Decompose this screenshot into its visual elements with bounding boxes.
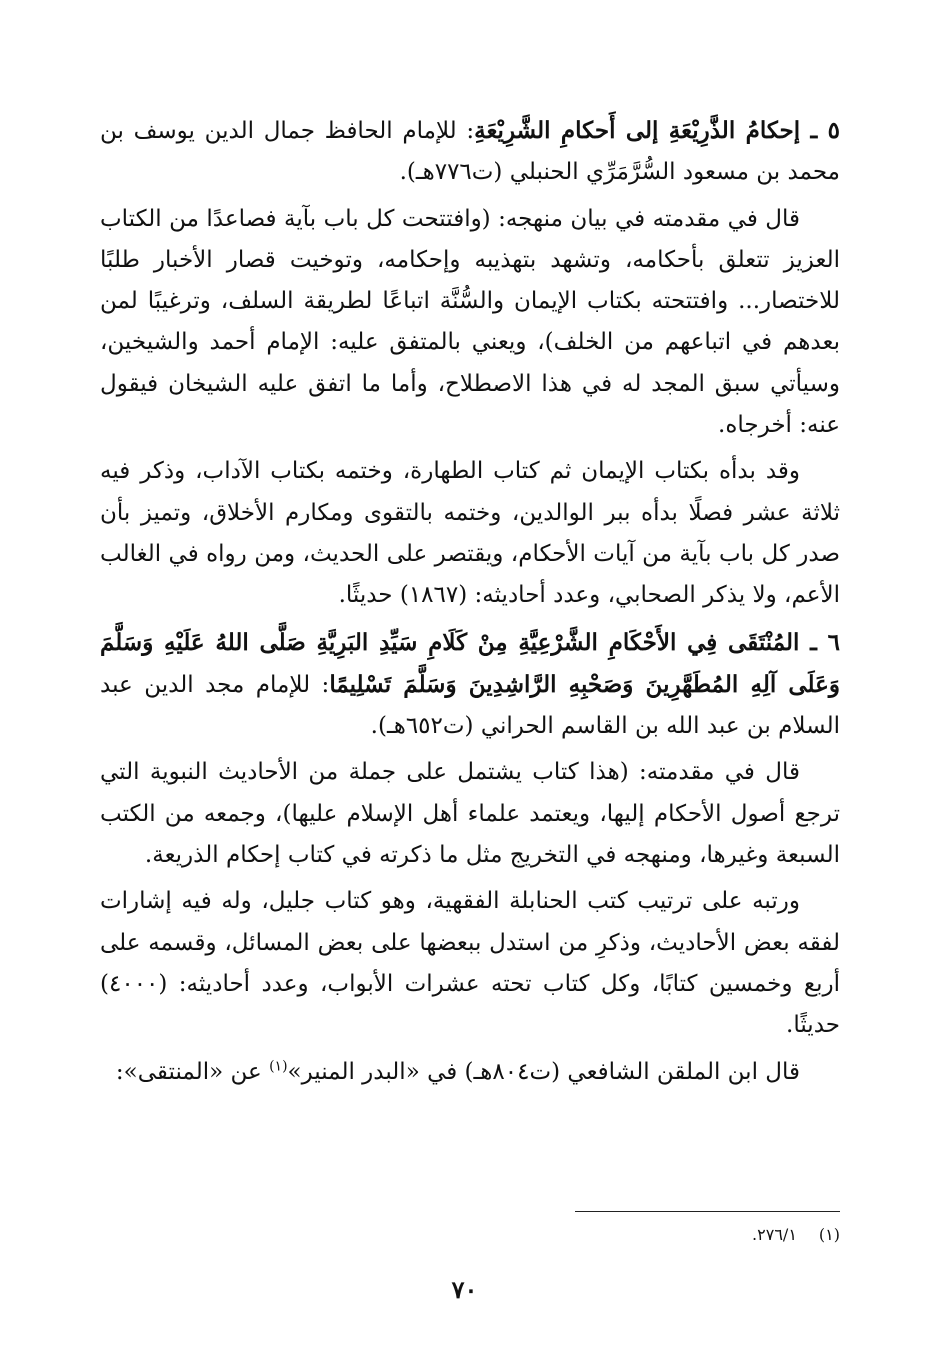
paragraph-text: قال في مقدمته: (هذا كتاب يشتمل على جملة من الأحاديث النبوية التي ترجع أصول الأحكام إليها، ويعتمد علماء أهل الإسلام عليها)، وجمعه من الكتب السبعة وغيرها، ومنهجه في التخريج مثل ما ذكرته في كتاب إحكام الذريعة. (100, 759, 840, 869)
footnote-marker: (١) (818, 1225, 840, 1244)
footnote-text: ٢٧٦/١. (752, 1225, 797, 1244)
entry-6-description (100, 881, 840, 1046)
entry-6-title: ٦ ـ المُنْتَقَى فِي الأَحْكَامِ الشَّرْعِيَّةِ مِنْ كَلَامِ سَيِّدِ البَرِيَّةِ صَلَّى اللهُ عَلَيْهِ وَسَلَّمَ وَعَلَى آلِهِ المُطَهَّرِينَ وَصَحْبِهِ الرَّاشِدِينَ وَسَلَّمَ تَسْلِيمًا (100, 628, 841, 698)
footnote-reference[interactable]: (١) (269, 1057, 288, 1074)
entry-5-description (100, 451, 840, 616)
paragraph-text: قال ابن الملقن الشافعي (ت٨٠٤هـ) في «البدر المنير» (287, 1058, 800, 1085)
entry-6-title-paragraph (100, 622, 840, 748)
entry-5-title-paragraph (100, 110, 840, 194)
page-number: ٧٠ (451, 1275, 478, 1304)
footnote-separator (575, 1211, 840, 1212)
paragraph-text-tail: عن «المنتقى»: (115, 1058, 270, 1085)
entry-5-intro-quote (100, 199, 840, 447)
entry-5-title: ٥ ـ إحكامُ الذَّرِيْعَةِ إلى أَحكامِ الشَّرِيْعَةِ (474, 117, 840, 144)
entry-6-intro-quote (100, 752, 840, 876)
footnote (500, 1222, 840, 1248)
paragraph-text: قال في مقدمته في بيان منهجه: (وافتتحت كل باب بآية فصاعدًا من الكتاب العزيز تتعلق بأحكامه، وتشهد بتهذيبه وإحكامه، وتوخيت قصار الأخبار طلبًا للاختصار... وافتتحته بكتاب الإيمان والسُّنَّة اتباعًا لطريقة السلف، وترغيبًا لمن بعدهم في اتباعهم من الخلف)، ويعني بالمتفق عليه: الإمام أحمد والشيخين، وسيأتي سبق المجد له في هذا الاصطلاح، وأما ما اتفق عليه الشيخان فيقول عنه: أخرجاه. (100, 205, 840, 439)
main-text (100, 110, 840, 1098)
ibn-al-mulaqqin-quote (100, 1052, 840, 1093)
entry-5-author: : للإمام الحافظ جمال الدين يوسف بن محمد بن مسعود السُّرَّمَرِّي الحنبلي (ت٧٧٦هـ). (100, 118, 840, 186)
entry-6-author: : للإمام مجد الدين عبد السلام بن عبد الله بن القاسم الحراني (ت٦٥٢هـ). (100, 671, 840, 740)
paragraph-text: ورتبه على ترتيب كتب الحنابلة الفقهية، وهو كتاب جليل، وله فيه إشارات لفقه بعض الأحاديث، وذكرِ من استدل ببعضها على بعض المسائل، وقسمه على أربع وخمسين كتابًا، وكل كتاب تحته عشرات الأبواب، وعدد أحاديثه: (٤٠٠٠) حديثًا. (100, 888, 840, 1039)
paragraph-text: وقد بدأه بكتاب الإيمان ثم كتاب الطهارة، وختمه بكتاب الآداب، وذكر فيه ثلاثة عشر فصلًا بدأه ببر الوالدين، وختمه بالتقوى ومكارم الأخلاق، وتميز بأن صدر كل باب بآية من آيات الأحكام، ويقتصر على الحديث، ومن رواه في الغالب الأعم، ولا يذكر الصحابي، وعدد أحاديثه: (١٨٦٧) حديثًا. (100, 458, 840, 609)
